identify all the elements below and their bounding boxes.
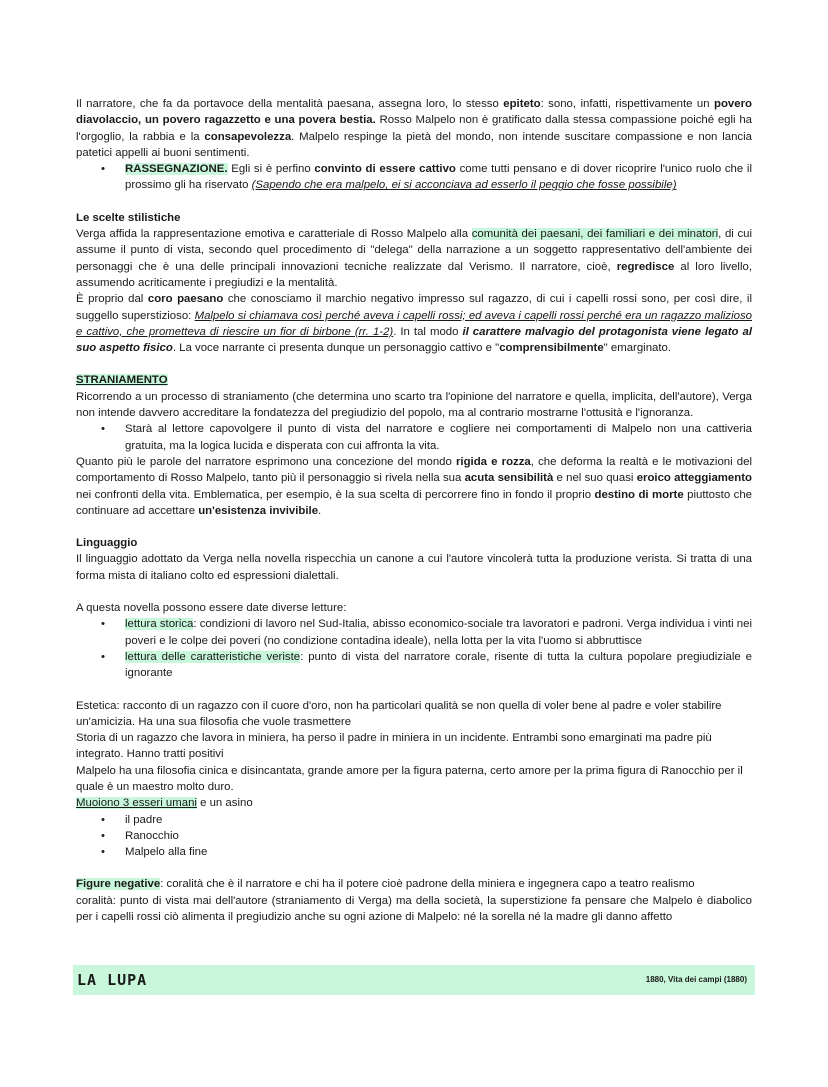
- paragraph-letture-intro: A questa novella possono essere date diverse letture:: [76, 602, 347, 615]
- text: .: [318, 504, 322, 517]
- text: È proprio dal: [76, 293, 148, 306]
- text: Starà al lettore capovolgere il punto di vista del narratore e cogliere nei comportamenti di Malpelo non una cattiveria gratuita, ma la logica lucida e disperata con cui affronta la vita.: [125, 423, 752, 452]
- banner-title: LA LUPA: [77, 971, 148, 989]
- text: . In tal modo: [393, 325, 463, 338]
- quote-text: Malpelo si chiamava così perché aveva i capelli rossi; ed aveva i capelli rossi perché era un ragazzo malizioso e cattivo, che prometteva di riescire un fior di birbone (rr. 1-2): [76, 309, 752, 338]
- bold-text: eroico atteggiamento: [636, 472, 752, 485]
- letture-list: [76, 616, 752, 681]
- bold-text: coro paesano: [147, 293, 224, 306]
- bold-text: acuta sensibilità: [464, 472, 554, 485]
- highlighted-text: lettura storica: [125, 618, 194, 631]
- bullet-icon: •: [101, 423, 105, 436]
- highlight-label: RASSEGNAZIONE.: [125, 163, 228, 176]
- paragraph-straniamento: Ricorrendo a un processo di straniamento (che determina uno scarto tra l'opinione del narratore e quella, implicita, dell'autore), Verga non intende davvero accreditare la fondatezza del pregiudizio del popolo, ma al contrario mostrarne l'ottusità e l'ignoranza.: [76, 390, 752, 420]
- text: e un asino: [196, 797, 253, 810]
- text: che conosciamo il marchio negativo impresso sul ragazzo, di cui i capelli rossi sono, per così dire, il suggello superstizioso:: [76, 293, 752, 322]
- text: Verga affida la rappresentazione emotiva e caratteriale di Rosso Malpelo alla: [76, 228, 472, 241]
- text: : condizioni di lavoro nel Sud-Italia, abisso economico-sociale tra lavoratori e padroni. Verga individua i vinti nei poveri e le colpe dei poveri (no condizione contadina ideale), nella lotta per la vita l'uomo si abbruttisce: [125, 618, 752, 647]
- bullet-icon: •: [101, 163, 105, 176]
- bullet-icon: •: [101, 618, 105, 631]
- list-item: [76, 649, 752, 682]
- bold-text: rigida e rozza: [456, 455, 531, 468]
- list-item: [76, 812, 752, 828]
- highlighted-heading: STRANIAMENTO: [76, 374, 168, 387]
- bold-text: destino di morte: [594, 488, 684, 501]
- bold-text: un'esistenza invivibile: [198, 504, 319, 517]
- text: : sono, infatti, rispettivamente un: [540, 98, 715, 110]
- rassegnazione-list: [76, 161, 752, 194]
- text: Ranocchio: [125, 829, 179, 842]
- bold-text: povero diavolaccio, un povero ragazzetto e una povera bestia.: [76, 98, 752, 127]
- highlighted-text: comunità dei paesani, dei familiari e dei minatori: [471, 228, 719, 241]
- bullet-icon: •: [101, 829, 105, 842]
- bullet-icon: •: [101, 846, 105, 859]
- note-figure-negative: [76, 876, 752, 892]
- list-item: [76, 844, 752, 860]
- highlighted-label: Figure negative: [76, 878, 161, 891]
- list-item: [76, 828, 752, 844]
- section-heading: [76, 372, 752, 388]
- text: Il narratore, che fa da portavoce della mentalità paesana, assegna loro, lo stesso: [76, 98, 504, 110]
- paragraph-linguaggio: Il linguaggio adottato da Verga nella novella rispecchia un canone a cui l'autore vincolerà tutta la produzione verista. Si tratta di una forma mista di italiano colto ed espressioni dialettali.: [76, 553, 752, 582]
- text: " emarginato.: [603, 342, 672, 355]
- text: al loro livello, assumendo acriticamente i pregiudizi e la mentalità.: [76, 260, 752, 289]
- text: come tutti pensano e di dover ricoprire l'unico ruolo che il prossimo gli ha riservato: [125, 163, 752, 192]
- text: Rosso Malpelo non è gratificato dalla stessa compassione poiché egli ha l'orgoglio, la rabbia e la: [76, 114, 752, 143]
- list-item: [76, 161, 752, 194]
- paragraph-straniamento-2: [76, 454, 752, 519]
- text: . Malpelo respinge la pietà del mondo, non intende suscitare compassione e non lancia patetici appelli ai buoni sentimenti.: [76, 130, 752, 159]
- text: . La voce narrante ci presenta dunque un personaggio cattivo e ": [172, 342, 500, 355]
- text: : coralità che è il narratore e chi ha il potere cioè padrone della miniera e ingegnera capo a teatro realismo: [160, 878, 695, 891]
- bold-text: convinto di essere cattivo: [314, 163, 456, 176]
- paragraph-narratore: [76, 96, 752, 161]
- section-banner: [73, 965, 755, 995]
- note-estetica: Estetica: racconto di un ragazzo con il cuore d'oro, non ha particolari qualità se non quella di voler bene al padre e voler stabilire un'amicizia. Ha una sua filosofia che vuole trasmettere: [76, 699, 722, 728]
- text: , di cui assume il punto di vista, secondo quel procedimento di "delega" della narrazione a un soggetto rappresentativo dell'ambiente dei personaggi che è una delle principali innovazioni tecniche realizzate dal Verismo. Il narratore, cioè,: [76, 228, 753, 273]
- straniamento-list: [76, 421, 752, 454]
- highlighted-text: lettura delle caratteristiche veriste: [125, 650, 301, 663]
- bold-italic-text: il carattere malvagio del protagonista viene legato al suo aspetto fisico: [76, 325, 752, 355]
- paragraph-coro: [76, 291, 752, 356]
- banner-subtitle: 1880, Vita dei campi (1880): [645, 975, 747, 984]
- text: : punto di vista del narratore corale, risente di tutta la cultura popolare pregiudiziale e ignorante: [125, 650, 753, 680]
- note-muoiono: [76, 795, 752, 811]
- text: Malpelo alla fine: [125, 846, 208, 859]
- bold-text: comprensibilmente: [499, 342, 604, 355]
- bold-text: epiteto: [503, 98, 541, 110]
- text: il padre: [125, 813, 163, 826]
- note-filosofia: Malpelo ha una filosofia cinica e disincantata, grande amore per la figura paterna, certo amore per la prima figura di Ranocchio per il quale è un maestro molto duro.: [76, 764, 743, 793]
- text: Egli si è perfino: [227, 163, 315, 176]
- text: piuttosto che continuare ad accettare: [76, 488, 752, 517]
- bold-text: consapevolezza: [204, 130, 292, 143]
- bullet-icon: •: [101, 813, 105, 826]
- document-body: [76, 96, 752, 925]
- bullet-icon: •: [101, 650, 105, 663]
- bold-text: regredisce: [616, 260, 675, 273]
- section-heading: Le scelte stilistiche: [76, 211, 181, 224]
- deaths-list: [76, 812, 752, 861]
- text: e nel suo quasi: [553, 472, 637, 485]
- list-item: [76, 421, 752, 454]
- note-coralita: coralità: punto di vista mai dell'autore (straniamento di Verga) ma della società, la superstizione fa pensare che Malpelo è diabolico per i capelli rossi ciò alimenta il pregiudizio anche su ogni azione di Malpelo: né la sorella né la madre gli danno affetto: [76, 894, 752, 924]
- text: nei confronti della vita. Emblematica, per esempio, è la sua scelta di percorrere fino in fondo il proprio: [76, 488, 595, 501]
- list-item: [76, 616, 752, 649]
- quote-text: (Sapendo che era malpelo, ei si acconciava ad esserlo il peggio che fosse possibile): [251, 179, 677, 192]
- paragraph-scelte: [76, 226, 752, 291]
- text: , che deforma la realtà e le motivazioni del comportamento di Rosso Malpelo, tanto più il personaggio si rivela nella sua: [76, 455, 753, 485]
- highlighted-text: Muoiono 3 esseri umani: [76, 797, 197, 810]
- note-storia: Storia di un ragazzo che lavora in miniera, ha perso il padre in miniera in un incidente. Entrambi sono emarginati ma padre più integrato. Hanno tratti positivi: [76, 732, 712, 761]
- text: Quanto più le parole del narratore esprimono una concezione del mondo: [76, 455, 456, 468]
- section-heading: Linguaggio: [76, 537, 138, 550]
